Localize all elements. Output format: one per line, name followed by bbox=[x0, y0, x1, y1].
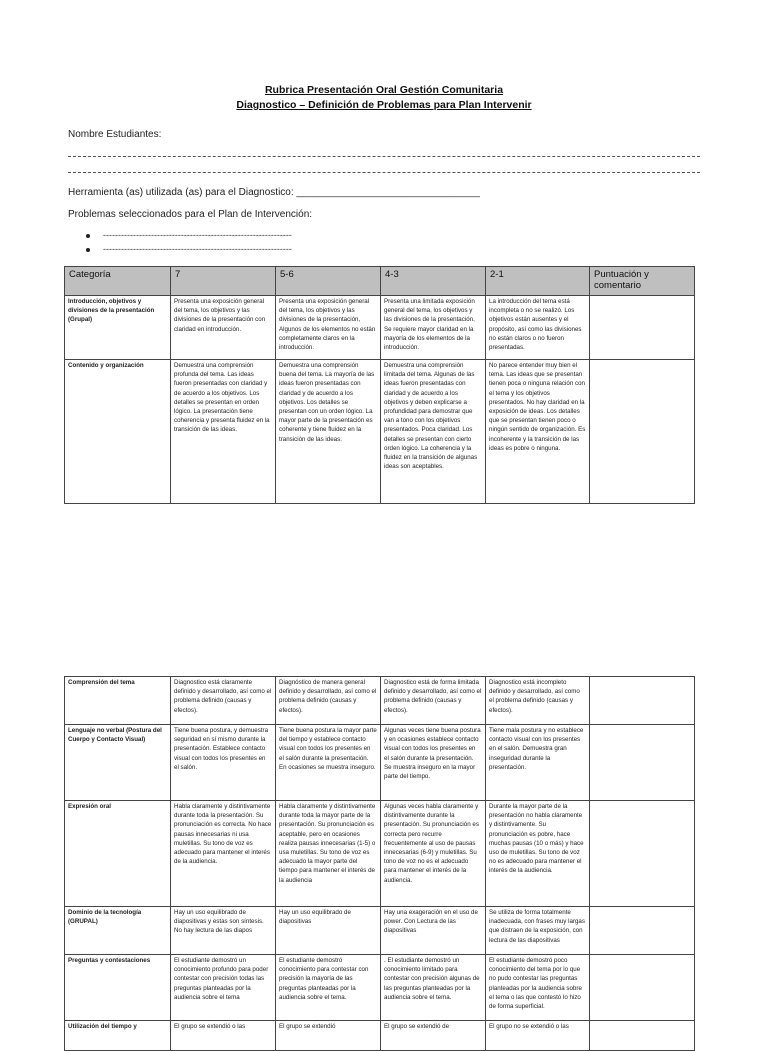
criteria-5-6: El estudiante demostró conocimiento para contestar con precisión la mayoría de las preguntas planteadas por la audiencia sobre el tema. bbox=[276, 955, 381, 1021]
students-line-1[interactable] bbox=[68, 156, 700, 157]
criteria-2-1: Durante la mayor parte de la presentación no habla claramente y distintivamente. Su pronunciación es pobre, hace muchas pausas (10 o más) y hace uso de muletillas. Su tono de voz no es adecuado para mantener el interés de la audiencia. bbox=[486, 801, 590, 907]
criteria-2-1: El estudiante demostró poco conocimiento del tema por lo que no pudo contestar las preguntas planteadas por la audiencia sobre el tema o las que contestó lo hizo de forma superficial. bbox=[486, 955, 590, 1021]
criteria-2-1: No parece entender muy bien el tema. Las ideas que se presentan tienen poca o ninguna relación con el tema y los objetivos presentados. No hay claridad en la exposición de ideas. Los detalles que se presentan tienen poco o ningún sentido de organización. Es incoherente y la transición de las ideas es pobre o ninguna. bbox=[486, 360, 590, 504]
row-category: Comprensión del tema bbox=[65, 677, 171, 725]
row-category: Preguntas y contestaciones bbox=[65, 955, 171, 1021]
problems-label: Problemas seleccionados para el Plan de Intervención: bbox=[68, 209, 313, 220]
criteria-7: Diagnostico está claramente definido y desarrollado, así como el problema definido (causas y efectos). bbox=[171, 677, 276, 725]
tool-label: Herramienta (as) utilizada (as) para el Diagnostico: _________________________________ bbox=[68, 187, 480, 198]
score-cell[interactable] bbox=[590, 907, 695, 955]
row-category: Utilización del tiempo y bbox=[65, 1021, 171, 1051]
criteria-7: Demuestra una comprensión profunda del tema. Las ideas fueron presentadas con claridad y de acuerdo a los objetivos. Los detalles se presentan en orden lógico. La presentación tiene coherencia y presenta fluidez en la transición de las ideas. bbox=[171, 360, 276, 504]
criteria-4-3: Diagnostico está de forma limitada definido y desarrollado, así como el problema definido (causas y efectos). bbox=[381, 677, 486, 725]
header-score-4-3: 4-3 bbox=[381, 267, 486, 296]
criteria-7: El estudiante demostró un conocimiento profundo para poder contestar con precisión todas las preguntas planteadas por la audiencia sobre el tema bbox=[171, 955, 276, 1021]
problems-list bbox=[86, 230, 292, 258]
criteria-5-6: El grupo se extendió bbox=[276, 1021, 381, 1051]
rubric-table-page-1 bbox=[64, 266, 695, 504]
score-cell[interactable] bbox=[590, 955, 695, 1021]
criteria-5-6: Tiene buena postura la mayor parte del tiempo y establece contacto visual con todos los presentes en el salón durante la presentación. En ocasiones se muestra inseguro. bbox=[276, 725, 381, 801]
table-header-row bbox=[65, 267, 695, 296]
criteria-4-3: . El estudiante demostró un conocimiento limitado para contestar con precisión algunas de las preguntas planteadas por la audiencia sobre el tema. bbox=[381, 955, 486, 1021]
score-cell[interactable] bbox=[590, 296, 695, 360]
criteria-7: Tiene buena postura, y demuestra seguridad en sí mismo durante la presentación. Establece contacto visual con todos los presentes en el salón. bbox=[171, 725, 276, 801]
table-row bbox=[65, 296, 695, 360]
students-line-2[interactable] bbox=[68, 172, 700, 173]
problem-blank[interactable]: --------------------------------------------------------------- bbox=[103, 230, 292, 240]
criteria-4-3: Algunas veces habla claramente y distintivamente durante la presentación. Su pronunciación es correcta pero recurre frecuentemente al uso de pausas innecesarias (6-9) y muletillas. Su tono de voz no es el adecuado para mantener el interés de la audiencia. bbox=[381, 801, 486, 907]
criteria-2-1: Tiene mala postura y no establece contacto visual con los presentes en el salón. Demuestra gran inseguridad durante la presentación. bbox=[486, 725, 590, 801]
criteria-4-3: Hay una exageración en el uso de power. Con Lectura de las diapositivas bbox=[381, 907, 486, 955]
criteria-2-1: El grupo no se extendió o las bbox=[486, 1021, 590, 1051]
criteria-5-6: Demuestra una comprensión buena del tema. La mayoría de las ideas fueron presentadas con claridad y de acuerdo a los objetivos. Los detalles se presentan con un orden lógico. La mayor parte de la presentación es coherente y tiene fluidez en la transición de las ideas. bbox=[276, 360, 381, 504]
criteria-2-1: Diagnostico está incompleto definido y desarrollado, así como el problema definido (causas y efectos). bbox=[486, 677, 590, 725]
score-cell[interactable] bbox=[590, 1021, 695, 1051]
criteria-2-1: La introducción del tema está incompleta o no se realizó. Los objetivos están ausentes y el propósito, así como las divisiones no están claros o no fueron presentadas. bbox=[486, 296, 590, 360]
criteria-5-6: Diagnóstico de manera general definido y desarrollado, así como el problema definido (causas y efectos). bbox=[276, 677, 381, 725]
problem-item bbox=[86, 244, 292, 258]
document-title: Rubrica Presentación Oral Gestión Comunitaria bbox=[264, 84, 504, 96]
criteria-2-1: Se utiliza de forma totalmente inadecuada, con frases muy largas que distraen de la exposición, con lectura de las diapositivas bbox=[486, 907, 590, 955]
score-cell[interactable] bbox=[590, 725, 695, 801]
table-row bbox=[65, 801, 695, 907]
students-label: Nombre Estudiantes: bbox=[68, 129, 162, 140]
header-score-5-6: 5-6 bbox=[276, 267, 381, 296]
table-row bbox=[65, 677, 695, 725]
bullet-icon bbox=[86, 234, 90, 238]
row-category: Expresión oral bbox=[65, 801, 171, 907]
header-comment: Puntuación y comentario bbox=[590, 267, 695, 296]
row-category: Introducción, objetivos y divisiones de la presentación (Grupal) bbox=[65, 296, 171, 360]
score-cell[interactable] bbox=[590, 801, 695, 907]
score-cell[interactable] bbox=[590, 360, 695, 504]
table-row bbox=[65, 725, 695, 801]
criteria-7: Habla claramente y distintivamente durante toda la presentación. Su pronunciación es correcta. No hace pausas innecesarias ni usa muletillas. Su tono de voz es adecuado para mantener el interés de la audiencia. bbox=[171, 801, 276, 907]
criteria-4-3: Demuestra una comprensión limitada del tema. Algunas de las ideas fueron presentadas con claridad y de acuerdo a los objetivos y deben explicarse a profundidad para demostrar que van a tono con los objetivos presentados. Poca claridad. Los detalles se presentan con cierto orden lógico. La coherencia y la fluidez en la transición de algunas ideas son aceptables. bbox=[381, 360, 486, 504]
bullet-icon bbox=[86, 248, 90, 252]
rubric-table-page-2 bbox=[64, 676, 695, 1051]
criteria-5-6: Presenta una exposición general del tema, los objetivos y las divisiones de la presentación, Algunos de los elementos no están completamente claros en la introducción. bbox=[276, 296, 381, 360]
table-row bbox=[65, 907, 695, 955]
table-row bbox=[65, 360, 695, 504]
criteria-7: Hay un uso equilibrado de diapositivas y estas son síntesis. No hay lectura de las diapos bbox=[171, 907, 276, 955]
header-category: Categoría bbox=[65, 267, 171, 296]
header-score-2-1: 2-1 bbox=[486, 267, 590, 296]
row-category: Contenido y organización bbox=[65, 360, 171, 504]
header-score-7: 7 bbox=[171, 267, 276, 296]
row-category: Lenguaje no verbal (Postura del Cuerpo y Contacto Visual) bbox=[65, 725, 171, 801]
criteria-4-3: Presenta una limitada exposición general del tema, los objetivos y las divisiones de la presentación, Se requiere mayor claridad en la mayoría de los elementos de la introducción. bbox=[381, 296, 486, 360]
table-row bbox=[65, 955, 695, 1021]
document-subtitle: Diagnostico – Definición de Problemas para Plan Intervenir bbox=[236, 99, 532, 111]
score-cell[interactable] bbox=[590, 677, 695, 725]
criteria-4-3: Algunas veces tiene buena postura y en ocasiones establece contacto visual con todos los presentes en el salón durante la presentación. Se muestra inseguro en la mayor parte del tiempo. bbox=[381, 725, 486, 801]
criteria-5-6: Habla claramente y distintivamente durante toda la mayor parte de la presentación. Su pronunciación es aceptable, pero en ocasiones realiza pausas innecesarias (1-5) o usa muletillas. Su tono de voz es adecuado la mayor parte del tiempo para mantener el interés de la audiencia bbox=[276, 801, 381, 907]
criteria-7: Presenta una exposición general del tema, los objetivos y las divisiones de la presentación con claridad en introducción. bbox=[171, 296, 276, 360]
criteria-5-6: Hay un uso equilibrado de diapositivas bbox=[276, 907, 381, 955]
problem-blank[interactable]: --------------------------------------------------------------- bbox=[103, 244, 292, 254]
criteria-7: El grupo se extendió o las bbox=[171, 1021, 276, 1051]
table-row bbox=[65, 1021, 695, 1051]
criteria-4-3: El grupo se extendió de bbox=[381, 1021, 486, 1051]
row-category: Dominio de la tecnología (GRUPAL) bbox=[65, 907, 171, 955]
problem-item bbox=[86, 230, 292, 244]
